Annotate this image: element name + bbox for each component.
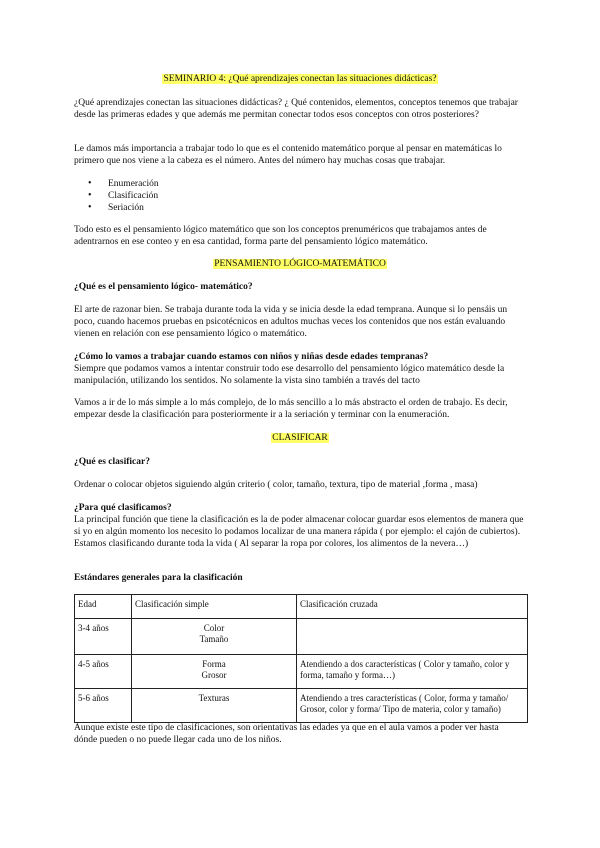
closing-paragraph: Aunque existe este tipo de clasificaciones, son orientativas las edades ya que en el aula vamos a poder ver hasta dónde pueden o no puede llegar cada uno de los niños.	[74, 723, 499, 745]
question-heading: ¿Para qué clasificamos?	[74, 503, 172, 513]
table-cell-age: 4-5 años	[75, 655, 132, 689]
simple-criterion: Tamaño	[199, 634, 229, 644]
table-cell-simple	[132, 655, 297, 689]
table-row	[75, 689, 528, 723]
simple-criterion: Grosor	[201, 670, 227, 680]
paragraph-order: Vamos a ir de lo más simple a lo más complejo, de lo más sencillo a lo más abstracto el orden de trabajo. Es decir, empezar desde la clasificación para posteriormente ir a la seriación y terminar con la enumeración.	[74, 398, 508, 420]
list-item: • Clasificación	[88, 190, 159, 202]
answer-paragraph: Siempre que podamos vamos a intentar construir todo ese desarrollo del pensamiento lógico matemático desde la manipulación, utilizando los sentidos. No solamente la vista sino también a través del tacto	[74, 364, 505, 386]
title-line	[0, 73, 600, 85]
paragraph-importance: Le damos más importancia a trabajar todo lo que es el contenido matemático porque al pensar en matemáticas lo primero que nos viene a la cabeza es el número. Antes del número hay muchas cosas que trabajar.	[74, 144, 502, 166]
table-cell-age: 3-4 años	[75, 619, 132, 655]
paragraph-prenumeric: Todo esto es el pensamiento lógico matemático que son los conceptos prenuméricos que trabajamos antes de adentrarnos en ese conteo y en esa cantidad, forma parte del pensamiento lógico matemático.	[74, 225, 487, 247]
question-heading: ¿Qué es el pensamiento lógico- matemático?	[74, 282, 253, 292]
page-title: SEMINARIO 4: ¿Qué aprendizajes conectan las situaciones didácticas?	[163, 74, 437, 84]
table-cell-age: 5-6 años	[75, 689, 132, 723]
simple-criterion: Texturas	[198, 693, 230, 703]
table-header-cell: Edad	[75, 595, 132, 619]
table-cell-simple	[132, 619, 297, 655]
concept-list	[88, 178, 159, 214]
answer-paragraph: Ordenar o colocar objetos siguiendo algún criterio ( color, tamaño, textura, tipo de material ,forma , masa)	[74, 480, 478, 490]
question-heading: ¿Qué es clasificar?	[74, 457, 150, 467]
section-heading: CLASIFICAR	[272, 433, 328, 443]
answer-paragraph: La principal función que tiene la clasificación es la de poder almacenar colocar guardar esos elementos de manera que si yo en algún momento los necesito lo podamos localizar de una manera rápida ( por ejemplo: el cajón de cubiertos). Estamos clasificando durante toda la vida ( Al separar la ropa por colores, los alimentos de la nevera…)	[74, 515, 524, 549]
table-header-cell: Clasificación simple	[132, 595, 297, 619]
simple-criterion: Color	[203, 623, 225, 633]
table-title: Estándares generales para la clasificación	[74, 573, 243, 583]
table-header-row	[75, 595, 528, 619]
intro-paragraph: ¿Qué aprendizajes conectan las situaciones didácticas? ¿ Qué contenidos, elementos, conceptos tenemos que trabajar desde las primeras edades y que además me permitan conectar todos esos conceptos con otros posteriores?	[74, 98, 518, 120]
list-item: • Enumeración	[88, 178, 159, 190]
simple-criterion: Forma	[202, 659, 226, 669]
table-row	[75, 655, 528, 689]
list-item: • Seriación	[88, 202, 159, 214]
classification-table	[74, 594, 528, 723]
table-header-cell: Clasificación cruzada	[297, 595, 528, 619]
section-heading-line	[0, 432, 600, 444]
table-cell-cross: Atendiendo a tres características ( Color, forma y tamaño/ Grosor, color y forma/ Tipo de materia, color y tamaño)	[297, 689, 528, 723]
question-heading: ¿Cómo lo vamos a trabajar cuando estamos con niños y niñas desde edades tempranas?	[74, 352, 429, 362]
section-heading: PENSAMIENTO LÓGICO-MATEMÁTICO	[214, 259, 386, 269]
table-cell-cross: Atendiendo a dos características ( Color y tamaño, color y forma, tamaño y forma…)	[297, 655, 528, 689]
table-cell-cross	[297, 619, 528, 655]
section-heading-line	[0, 258, 600, 270]
table-row	[75, 619, 528, 655]
table-cell-simple	[132, 689, 297, 723]
answer-paragraph: El arte de razonar bien. Se trabaja durante toda la vida y se inicia desde la edad temprana. Aunque si lo pensáis un poco, cuando hacemos pruebas en psicotécnicos en adultos muchas veces los contenidos que nos están evaluando vienen en relación con ese pensamiento lógico o matemático.	[74, 305, 508, 339]
